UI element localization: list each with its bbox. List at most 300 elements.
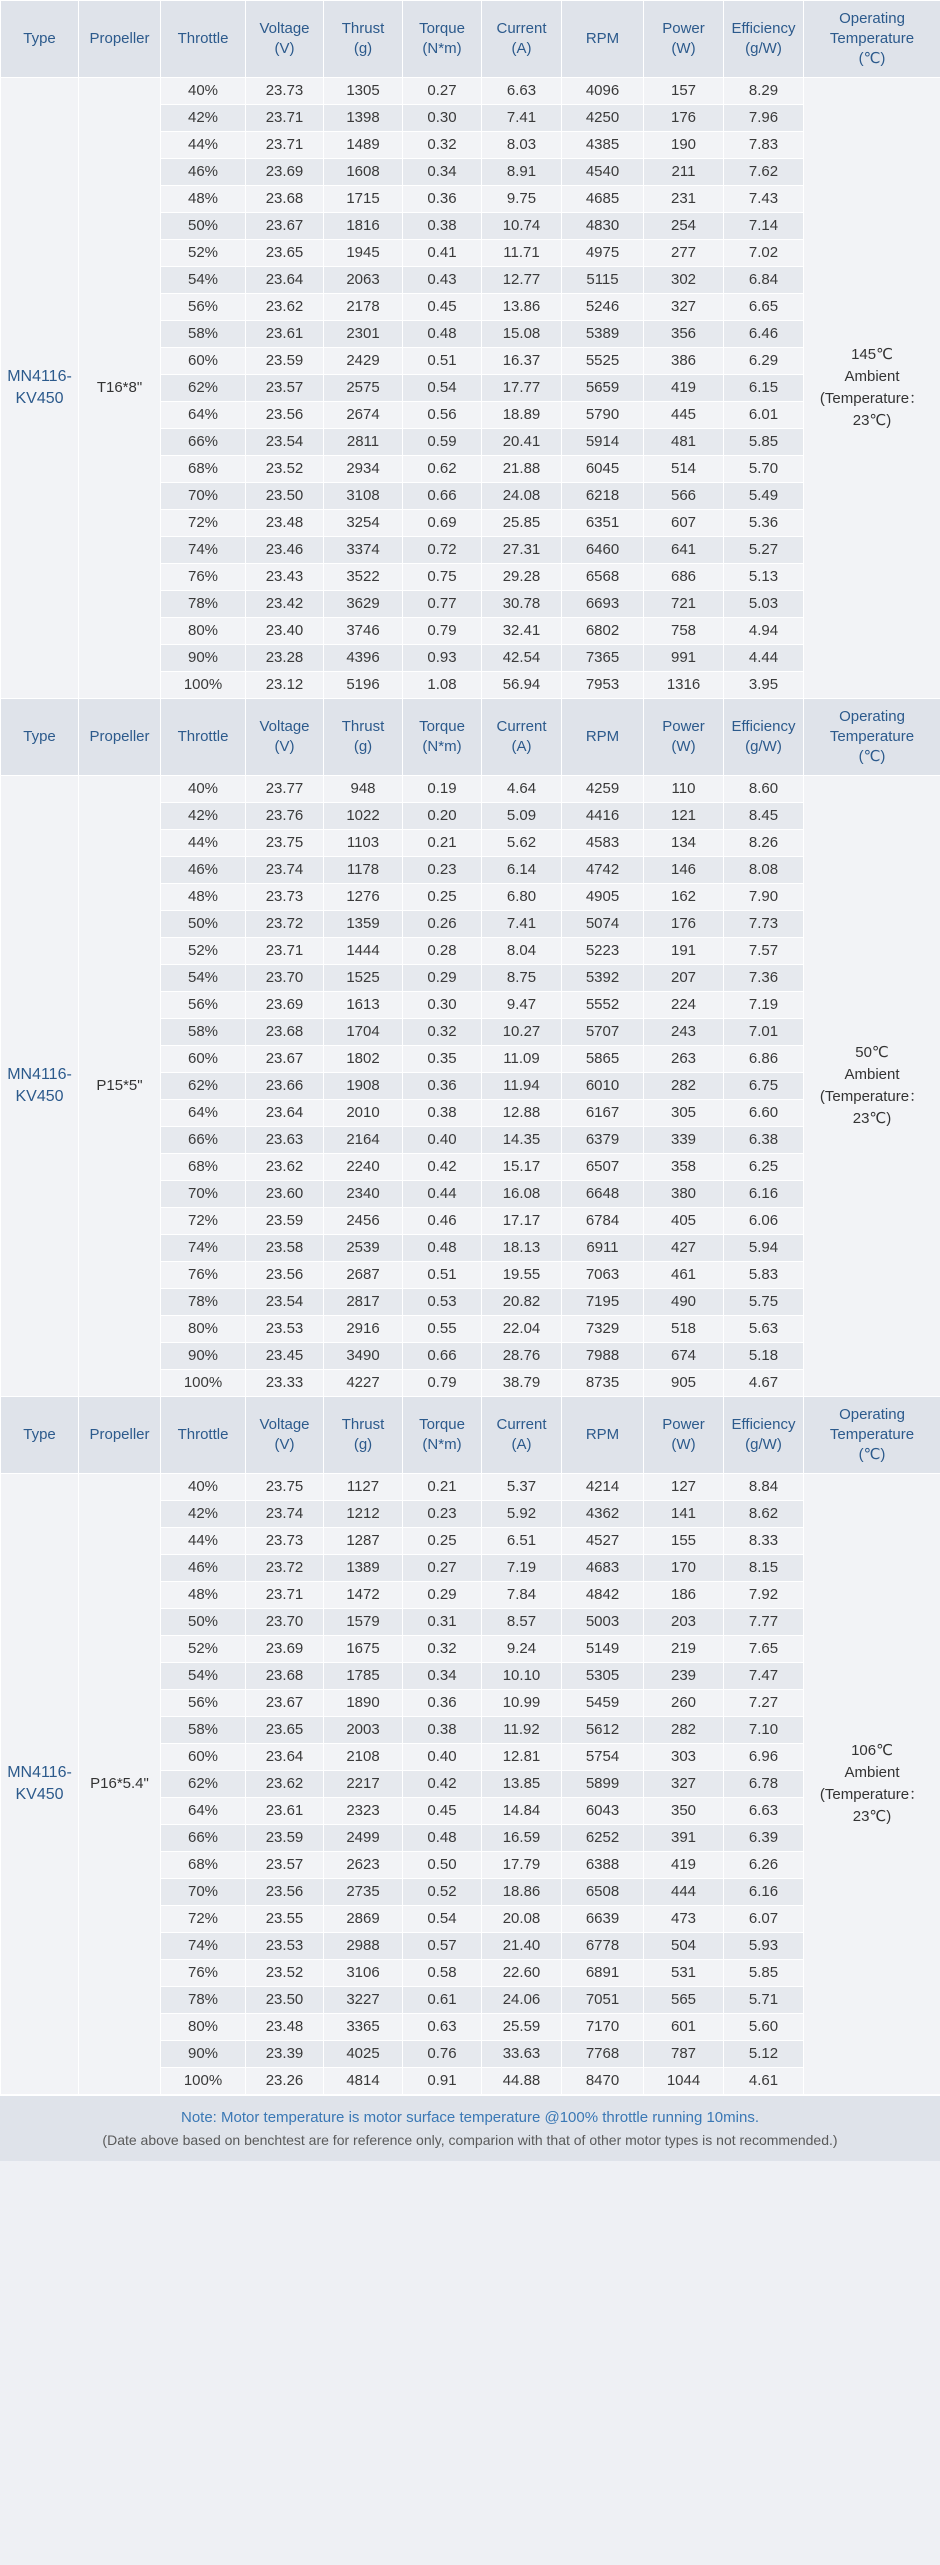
torque-cell: 0.79 — [403, 618, 482, 645]
voltage-cell: 23.26 — [246, 2068, 324, 2095]
throttle-cell: 100% — [161, 2068, 246, 2095]
current-cell: 4.64 — [482, 776, 562, 803]
thrust-cell: 1613 — [324, 992, 403, 1019]
thrust-cell: 2164 — [324, 1127, 403, 1154]
current-cell: 27.31 — [482, 537, 562, 564]
rpm-cell: 6379 — [562, 1127, 644, 1154]
throttle-cell: 46% — [161, 1555, 246, 1582]
torque-cell: 0.19 — [403, 776, 482, 803]
torque-cell: 0.66 — [403, 483, 482, 510]
voltage-cell: 23.43 — [246, 564, 324, 591]
throttle-cell: 62% — [161, 1771, 246, 1798]
efficiency-cell: 8.26 — [724, 830, 804, 857]
rpm-cell: 5612 — [562, 1717, 644, 1744]
power-cell: 327 — [644, 294, 724, 321]
rpm-cell: 5459 — [562, 1690, 644, 1717]
column-header-propeller: Propeller — [79, 1397, 161, 1474]
torque-cell: 0.51 — [403, 1262, 482, 1289]
voltage-cell: 23.33 — [246, 1370, 324, 1397]
efficiency-cell: 7.57 — [724, 938, 804, 965]
column-header-rpm: RPM — [562, 1397, 644, 1474]
torque-cell: 0.41 — [403, 240, 482, 267]
voltage-cell: 23.72 — [246, 1555, 324, 1582]
throttle-cell: 58% — [161, 1019, 246, 1046]
current-cell: 8.75 — [482, 965, 562, 992]
current-cell: 10.10 — [482, 1663, 562, 1690]
efficiency-cell: 7.92 — [724, 1582, 804, 1609]
throttle-cell: 40% — [161, 1474, 246, 1501]
efficiency-cell: 6.15 — [724, 375, 804, 402]
rpm-cell: 6784 — [562, 1208, 644, 1235]
torque-cell: 0.52 — [403, 1879, 482, 1906]
power-cell: 356 — [644, 321, 724, 348]
power-cell: 607 — [644, 510, 724, 537]
current-cell: 33.63 — [482, 2041, 562, 2068]
torque-cell: 0.29 — [403, 1582, 482, 1609]
column-header-thrust: Thrust (g) — [324, 699, 403, 776]
torque-cell: 0.54 — [403, 375, 482, 402]
power-cell: 186 — [644, 1582, 724, 1609]
torque-cell: 0.31 — [403, 1609, 482, 1636]
footnote-line-1: Note: Motor temperature is motor surface temperature @100% throttle running 10mins. — [181, 2108, 759, 2126]
voltage-cell: 23.73 — [246, 884, 324, 911]
rpm-cell: 8470 — [562, 2068, 644, 2095]
thrust-cell: 3106 — [324, 1960, 403, 1987]
thrust-cell: 1276 — [324, 884, 403, 911]
voltage-cell: 23.57 — [246, 375, 324, 402]
throttle-cell: 90% — [161, 645, 246, 672]
current-cell: 11.92 — [482, 1717, 562, 1744]
thrust-cell: 2499 — [324, 1825, 403, 1852]
thrust-cell: 1675 — [324, 1636, 403, 1663]
throttle-cell: 70% — [161, 1181, 246, 1208]
torque-cell: 0.91 — [403, 2068, 482, 2095]
torque-cell: 0.23 — [403, 1501, 482, 1528]
rpm-cell: 5790 — [562, 402, 644, 429]
torque-cell: 0.34 — [403, 159, 482, 186]
voltage-cell: 23.48 — [246, 510, 324, 537]
column-header-thrust: Thrust (g) — [324, 1, 403, 78]
voltage-cell: 23.72 — [246, 911, 324, 938]
voltage-cell: 23.62 — [246, 1771, 324, 1798]
power-cell: 445 — [644, 402, 724, 429]
voltage-cell: 23.54 — [246, 1289, 324, 1316]
efficiency-cell: 3.95 — [724, 672, 804, 699]
current-cell: 6.14 — [482, 857, 562, 884]
footnote — [0, 2095, 940, 2161]
motor-type-cell: MN4116- KV450 — [1, 78, 79, 699]
torque-cell: 0.55 — [403, 1316, 482, 1343]
throttle-cell: 48% — [161, 1582, 246, 1609]
rpm-cell: 6010 — [562, 1073, 644, 1100]
current-cell: 6.63 — [482, 78, 562, 105]
thrust-cell: 2108 — [324, 1744, 403, 1771]
throttle-cell: 60% — [161, 1046, 246, 1073]
thrust-cell: 2687 — [324, 1262, 403, 1289]
rpm-cell: 5115 — [562, 267, 644, 294]
voltage-cell: 23.77 — [246, 776, 324, 803]
voltage-cell: 23.52 — [246, 456, 324, 483]
operating-temperature-cell: 145℃ Ambient (Temperature： 23℃) — [804, 78, 940, 699]
torque-cell: 0.63 — [403, 2014, 482, 2041]
throttle-cell: 46% — [161, 159, 246, 186]
torque-cell: 0.58 — [403, 1960, 482, 1987]
current-cell: 22.04 — [482, 1316, 562, 1343]
thrust-cell: 1945 — [324, 240, 403, 267]
rpm-cell: 6568 — [562, 564, 644, 591]
voltage-cell: 23.28 — [246, 645, 324, 672]
rpm-cell: 4975 — [562, 240, 644, 267]
throttle-cell: 68% — [161, 1154, 246, 1181]
torque-cell: 0.35 — [403, 1046, 482, 1073]
torque-cell: 0.77 — [403, 591, 482, 618]
throttle-cell: 40% — [161, 78, 246, 105]
efficiency-cell: 6.60 — [724, 1100, 804, 1127]
power-cell: 674 — [644, 1343, 724, 1370]
efficiency-cell: 8.08 — [724, 857, 804, 884]
efficiency-cell: 6.26 — [724, 1852, 804, 1879]
throttle-cell: 50% — [161, 1609, 246, 1636]
efficiency-cell: 7.62 — [724, 159, 804, 186]
rpm-cell: 4540 — [562, 159, 644, 186]
efficiency-cell: 6.16 — [724, 1181, 804, 1208]
throttle-cell: 62% — [161, 1073, 246, 1100]
thrust-cell: 2539 — [324, 1235, 403, 1262]
rpm-cell: 6802 — [562, 618, 644, 645]
efficiency-cell: 7.47 — [724, 1663, 804, 1690]
rpm-cell: 7365 — [562, 645, 644, 672]
voltage-cell: 23.70 — [246, 1609, 324, 1636]
current-cell: 9.47 — [482, 992, 562, 1019]
torque-cell: 0.32 — [403, 1636, 482, 1663]
power-cell: 170 — [644, 1555, 724, 1582]
torque-cell: 0.26 — [403, 911, 482, 938]
power-cell: 721 — [644, 591, 724, 618]
propeller-cell: P16*5.4" — [79, 1474, 161, 2095]
current-cell: 17.79 — [482, 1852, 562, 1879]
current-cell: 25.85 — [482, 510, 562, 537]
efficiency-cell: 7.96 — [724, 105, 804, 132]
voltage-cell: 23.76 — [246, 803, 324, 830]
power-cell: 641 — [644, 537, 724, 564]
power-cell: 224 — [644, 992, 724, 1019]
current-cell: 5.62 — [482, 830, 562, 857]
throttle-cell: 50% — [161, 911, 246, 938]
voltage-cell: 23.50 — [246, 1987, 324, 2014]
operating-temperature-cell: 106℃ Ambient (Temperature： 23℃) — [804, 1474, 940, 2095]
thrust-cell: 1715 — [324, 186, 403, 213]
current-cell: 18.86 — [482, 1879, 562, 1906]
motor-type-cell: MN4116- KV450 — [1, 776, 79, 1397]
power-cell: 427 — [644, 1235, 724, 1262]
current-cell: 12.88 — [482, 1100, 562, 1127]
thrust-cell: 1579 — [324, 1609, 403, 1636]
power-cell: 566 — [644, 483, 724, 510]
efficiency-cell: 8.15 — [724, 1555, 804, 1582]
efficiency-cell: 7.43 — [724, 186, 804, 213]
throttle-cell: 58% — [161, 321, 246, 348]
thrust-cell: 1890 — [324, 1690, 403, 1717]
current-cell: 24.06 — [482, 1987, 562, 2014]
thrust-cell: 3365 — [324, 2014, 403, 2041]
torque-cell: 0.50 — [403, 1852, 482, 1879]
column-header-throttle: Throttle — [161, 1397, 246, 1474]
voltage-cell: 23.67 — [246, 1046, 324, 1073]
power-cell: 176 — [644, 911, 724, 938]
voltage-cell: 23.67 — [246, 213, 324, 240]
rpm-cell: 8735 — [562, 1370, 644, 1397]
throttle-cell: 52% — [161, 1636, 246, 1663]
voltage-cell: 23.50 — [246, 483, 324, 510]
column-header-voltage: Voltage (V) — [246, 699, 324, 776]
thrust-cell: 2988 — [324, 1933, 403, 1960]
efficiency-cell: 5.12 — [724, 2041, 804, 2068]
rpm-cell: 4214 — [562, 1474, 644, 1501]
throttle-cell: 78% — [161, 591, 246, 618]
efficiency-cell: 7.01 — [724, 1019, 804, 1046]
column-header-current: Current (A) — [482, 699, 562, 776]
thrust-cell: 1704 — [324, 1019, 403, 1046]
power-cell: 243 — [644, 1019, 724, 1046]
column-header-current: Current (A) — [482, 1397, 562, 1474]
voltage-cell: 23.69 — [246, 992, 324, 1019]
current-cell: 7.84 — [482, 1582, 562, 1609]
thrust-cell: 2178 — [324, 294, 403, 321]
current-cell: 10.27 — [482, 1019, 562, 1046]
thrust-cell: 2623 — [324, 1852, 403, 1879]
rpm-cell: 6045 — [562, 456, 644, 483]
current-cell: 29.28 — [482, 564, 562, 591]
voltage-cell: 23.59 — [246, 1208, 324, 1235]
rpm-cell: 7063 — [562, 1262, 644, 1289]
throttle-cell: 42% — [161, 803, 246, 830]
voltage-cell: 23.53 — [246, 1316, 324, 1343]
current-cell: 7.19 — [482, 1555, 562, 1582]
current-cell: 13.85 — [482, 1771, 562, 1798]
power-cell: 303 — [644, 1744, 724, 1771]
efficiency-cell: 6.01 — [724, 402, 804, 429]
torque-cell: 0.48 — [403, 1825, 482, 1852]
thrust-cell: 2323 — [324, 1798, 403, 1825]
voltage-cell: 23.39 — [246, 2041, 324, 2068]
efficiency-cell: 5.85 — [724, 1960, 804, 1987]
thrust-cell: 1398 — [324, 105, 403, 132]
current-cell: 15.17 — [482, 1154, 562, 1181]
throttle-cell: 66% — [161, 429, 246, 456]
power-cell: 514 — [644, 456, 724, 483]
table-row — [1, 1474, 940, 1501]
throttle-cell: 56% — [161, 992, 246, 1019]
thrust-cell: 3629 — [324, 591, 403, 618]
rpm-cell: 4385 — [562, 132, 644, 159]
throttle-cell: 90% — [161, 2041, 246, 2068]
power-cell: 905 — [644, 1370, 724, 1397]
current-cell: 16.08 — [482, 1181, 562, 1208]
motor-type-cell: MN4116- KV450 — [1, 1474, 79, 2095]
rpm-cell: 4250 — [562, 105, 644, 132]
voltage-cell: 23.63 — [246, 1127, 324, 1154]
power-cell: 263 — [644, 1046, 724, 1073]
efficiency-cell: 8.33 — [724, 1528, 804, 1555]
rpm-cell: 4527 — [562, 1528, 644, 1555]
efficiency-cell: 7.19 — [724, 992, 804, 1019]
throttle-cell: 44% — [161, 830, 246, 857]
torque-cell: 0.54 — [403, 1906, 482, 1933]
rpm-cell: 5899 — [562, 1771, 644, 1798]
rpm-cell: 6778 — [562, 1933, 644, 1960]
voltage-cell: 23.56 — [246, 402, 324, 429]
rpm-cell: 7051 — [562, 1987, 644, 2014]
current-cell: 30.78 — [482, 591, 562, 618]
rpm-cell: 5914 — [562, 429, 644, 456]
voltage-cell: 23.71 — [246, 938, 324, 965]
voltage-cell: 23.58 — [246, 1235, 324, 1262]
efficiency-cell: 4.44 — [724, 645, 804, 672]
thrust-cell: 4227 — [324, 1370, 403, 1397]
current-cell: 11.71 — [482, 240, 562, 267]
torque-cell: 0.27 — [403, 78, 482, 105]
power-cell: 1316 — [644, 672, 724, 699]
power-cell: 190 — [644, 132, 724, 159]
efficiency-cell: 5.93 — [724, 1933, 804, 1960]
rpm-cell: 5003 — [562, 1609, 644, 1636]
voltage-cell: 23.65 — [246, 240, 324, 267]
throttle-cell: 68% — [161, 1852, 246, 1879]
power-cell: 121 — [644, 803, 724, 830]
thrust-cell: 2916 — [324, 1316, 403, 1343]
torque-cell: 0.46 — [403, 1208, 482, 1235]
efficiency-cell: 5.18 — [724, 1343, 804, 1370]
operating-temperature-cell: 50℃ Ambient (Temperature： 23℃) — [804, 776, 940, 1397]
voltage-cell: 23.68 — [246, 186, 324, 213]
thrust-cell: 5196 — [324, 672, 403, 699]
throttle-cell: 64% — [161, 1798, 246, 1825]
throttle-cell: 78% — [161, 1289, 246, 1316]
power-cell: 110 — [644, 776, 724, 803]
power-cell: 219 — [644, 1636, 724, 1663]
power-cell: 203 — [644, 1609, 724, 1636]
power-cell: 1044 — [644, 2068, 724, 2095]
current-cell: 17.17 — [482, 1208, 562, 1235]
throttle-cell: 90% — [161, 1343, 246, 1370]
thrust-cell: 2575 — [324, 375, 403, 402]
torque-cell: 0.93 — [403, 645, 482, 672]
thrust-cell: 2817 — [324, 1289, 403, 1316]
voltage-cell: 23.64 — [246, 1100, 324, 1127]
throttle-cell: 76% — [161, 564, 246, 591]
torque-cell: 0.44 — [403, 1181, 482, 1208]
thrust-cell: 1908 — [324, 1073, 403, 1100]
power-cell: 531 — [644, 1960, 724, 1987]
efficiency-cell: 6.84 — [724, 267, 804, 294]
efficiency-cell: 7.83 — [724, 132, 804, 159]
throttle-cell: 68% — [161, 456, 246, 483]
current-cell: 20.08 — [482, 1906, 562, 1933]
voltage-cell: 23.64 — [246, 1744, 324, 1771]
voltage-cell: 23.71 — [246, 132, 324, 159]
power-cell: 504 — [644, 1933, 724, 1960]
efficiency-cell: 5.70 — [724, 456, 804, 483]
efficiency-cell: 5.85 — [724, 429, 804, 456]
rpm-cell: 5392 — [562, 965, 644, 992]
efficiency-cell: 7.02 — [724, 240, 804, 267]
column-header-type: Type — [1, 1, 79, 78]
throttle-cell: 58% — [161, 1717, 246, 1744]
thrust-cell: 2735 — [324, 1879, 403, 1906]
voltage-cell: 23.52 — [246, 1960, 324, 1987]
rpm-cell: 7988 — [562, 1343, 644, 1370]
column-header-power: Power (W) — [644, 1397, 724, 1474]
torque-cell: 0.28 — [403, 938, 482, 965]
thrust-cell: 2429 — [324, 348, 403, 375]
power-cell: 282 — [644, 1717, 724, 1744]
thrust-cell: 948 — [324, 776, 403, 803]
throttle-cell: 100% — [161, 1370, 246, 1397]
rpm-cell: 4259 — [562, 776, 644, 803]
column-header-operating-temperature: Operating Temperature (℃) — [804, 1397, 940, 1474]
thrust-cell: 1785 — [324, 1663, 403, 1690]
column-header-rpm: RPM — [562, 1, 644, 78]
efficiency-cell: 7.36 — [724, 965, 804, 992]
throttle-cell: 74% — [161, 537, 246, 564]
footnote-line-2: (Date above based on benchtest are for reference only, comparion with that of other motor types is not recommended.) — [102, 2131, 838, 2148]
column-header-current: Current (A) — [482, 1, 562, 78]
torque-cell: 0.61 — [403, 1987, 482, 2014]
efficiency-cell: 7.73 — [724, 911, 804, 938]
current-cell: 7.41 — [482, 105, 562, 132]
torque-cell: 0.36 — [403, 1073, 482, 1100]
power-cell: 277 — [644, 240, 724, 267]
throttle-cell: 54% — [161, 267, 246, 294]
rpm-cell: 5246 — [562, 294, 644, 321]
torque-cell: 0.75 — [403, 564, 482, 591]
throttle-cell: 80% — [161, 1316, 246, 1343]
torque-cell: 1.08 — [403, 672, 482, 699]
power-cell: 386 — [644, 348, 724, 375]
current-cell: 17.77 — [482, 375, 562, 402]
thrust-cell: 4396 — [324, 645, 403, 672]
current-cell: 13.86 — [482, 294, 562, 321]
thrust-cell: 3108 — [324, 483, 403, 510]
thrust-cell: 4025 — [324, 2041, 403, 2068]
torque-cell: 0.20 — [403, 803, 482, 830]
voltage-cell: 23.74 — [246, 1501, 324, 1528]
power-cell: 339 — [644, 1127, 724, 1154]
voltage-cell: 23.64 — [246, 267, 324, 294]
table-row — [1, 78, 940, 105]
power-cell: 127 — [644, 1474, 724, 1501]
power-cell: 444 — [644, 1879, 724, 1906]
current-cell: 15.08 — [482, 321, 562, 348]
throttle-cell: 64% — [161, 402, 246, 429]
current-cell: 38.79 — [482, 1370, 562, 1397]
torque-cell: 0.42 — [403, 1154, 482, 1181]
efficiency-cell: 6.75 — [724, 1073, 804, 1100]
throttle-cell: 48% — [161, 186, 246, 213]
efficiency-cell: 6.06 — [724, 1208, 804, 1235]
thrust-cell: 3254 — [324, 510, 403, 537]
efficiency-cell: 7.77 — [724, 1609, 804, 1636]
efficiency-cell: 6.25 — [724, 1154, 804, 1181]
current-cell: 12.77 — [482, 267, 562, 294]
voltage-cell: 23.45 — [246, 1343, 324, 1370]
column-header-efficiency: Efficiency (g/W) — [724, 1, 804, 78]
rpm-cell: 5074 — [562, 911, 644, 938]
voltage-cell: 23.59 — [246, 1825, 324, 1852]
voltage-cell: 23.42 — [246, 591, 324, 618]
throttle-cell: 48% — [161, 884, 246, 911]
power-cell: 350 — [644, 1798, 724, 1825]
